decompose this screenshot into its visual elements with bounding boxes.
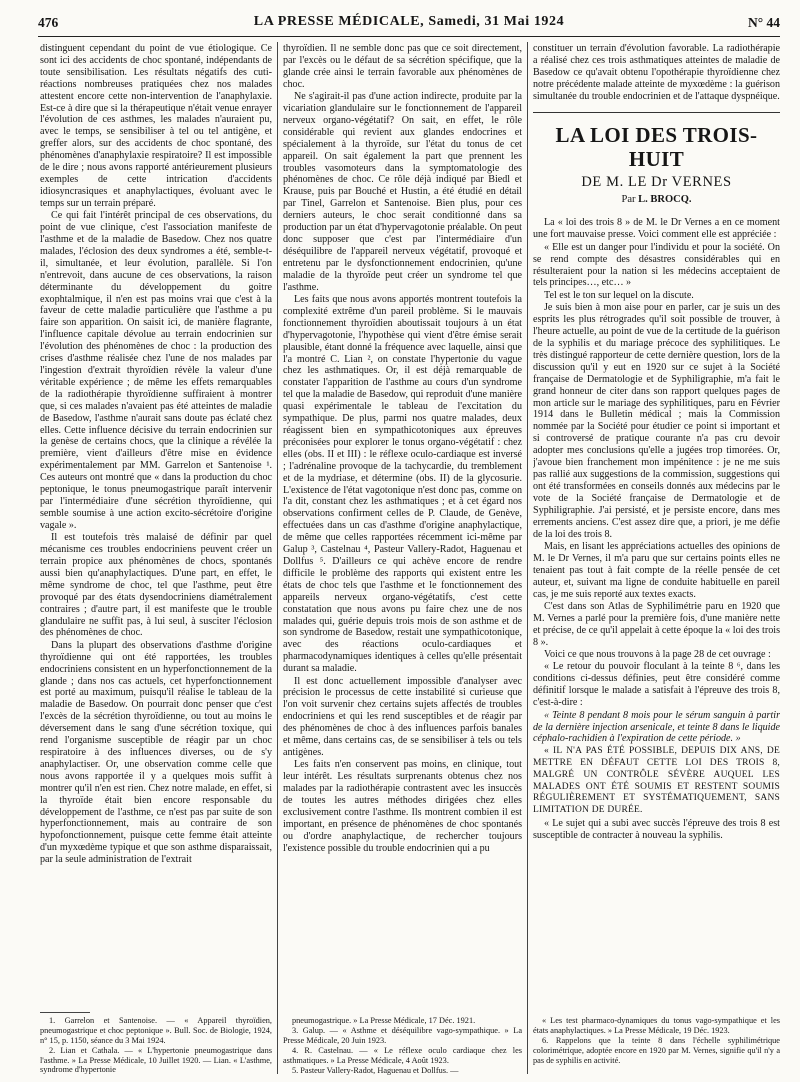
footnote: 1. Garrelon et Santenoise. — « Appareil thyroïdien, pneumogastrique et choc peptonique ». Bull. Soc. de Biologie, 1924, n° 15, p. 1150, séance du 3 Mai 1924. <box>40 1016 272 1045</box>
footnote: 3. Galup. — « Asthme et déséquilibre vago-sympathique. » La Presse Médicale, 20 Juin 1923. <box>283 1026 522 1046</box>
paragraph: Tel est le ton sur lequel on la discute. <box>544 289 694 301</box>
column-3 <box>533 43 780 1013</box>
paragraph: constituer un terrain d'évolution favorable. La radiothérapie a réalisé chez ces trois asthmatiques atteintes de maladie de Basedow ce qu'avait obtenu l'opothérapie thyroïdienne chez notre précédente malade atteinte de myxœdème : la guérison simultanée du trouble endocrinien et de l'attaque dyspnéique. <box>533 43 780 102</box>
footnotes-column-2 <box>283 1016 522 1076</box>
column-2 <box>283 43 522 1013</box>
issue-number: N° 44 <box>747 15 780 30</box>
article-byline <box>533 194 780 206</box>
journal-title: LA PRESSE MÉDICALE, Samedi, 31 Mai 1924 <box>253 14 565 29</box>
paragraph: Ne s'agirait-il pas d'une action indirecte, produite par la vicariation glandulaire sur le fonctionnement de l'appareil nerveux organo-végétatif? On sait, en effet, le rôle considérable qui revient aux glandes endocrines et spécialement à la thyroïde, sur l'état du tonus de cet appareil. On sait également la part que prennent les troubles vasomoteurs dans la symptomatologie des phénomènes de choc. Ce rôle déjà indiqué par Biedl et Krause, puis par Bouché et Hustin, a été étudié en détail par Tinel, Garrelon et Santenoise. Bien plus, pour ces derniers auteurs, le choc serait conditionné dans sa production par un état d'hypervagotonie préalable. On peut donc supposer que c'est par l'intermédiaire d'un déséquilibre de l'appareil nerveux végétatif, provoqué et entretenu par le dysfonctionnement endocrinien, qu'une maladie de la thyroïde peut créer un syndrome tel que l'asthme. <box>283 91 522 293</box>
paragraph: thyroïdien. Il ne semble donc pas que ce soit directement, par l'excès ou le défaut de sa sécrétion spécifique, que la glande crée ainsi le terrain favorable aux phénomènes de choc. <box>283 43 522 90</box>
quotation: « Le sujet qui a subi avec succès l'épreuve des trois 8 est susceptible de contracter à nouveau la syphilis. <box>533 817 780 841</box>
footnote: pneumogastrique. » La Presse Médicale, 17 Déc. 1921. <box>292 1016 476 1025</box>
paragraph: C'est dans son Atlas de Syphilimétrie paru en 1920 que M. Vernes a parlé pour la première fois, d'une manière nette et précise, de ce qu'il appelait à cette époque la « loi des trois 8 ». <box>533 600 780 648</box>
paragraph: Dans la plupart des observations d'asthme d'origine thyroïdienne qui ont été rapportées, les troubles endocriniens consistent en un hyperfonctionnement de la glande ; dans nos cas actuels, cet hyperfonctionnement est porté au maximum, puisqu'il réalise le tableau de la maladie de Basedow. On pourrait donc penser que c'est l'excès de la sécrétion thyroïdienne, ou tout au moins le déversement dans le sang d'une sécrétion toxique, qui rend l'organisme susceptible de réagir par un choc respiratoire à des influences diverses, ou de s'y anaphylactiser. Or, une observation comme celle que nous avons rapportée il y a quelques mois suffit à montrer qu'il n'en est rien. Chez notre malade, en effet, si la thyroïde était bien encore responsable du développement de l'asthme, ce n'est pas par suite de son hyperfonctionnement, mais au contraire de son hypofonctionnement, puisque cette femme était atteinte d'un myxœdème typique et que son asthme disparaissait, par la seule administration de l'extrait <box>40 639 272 866</box>
column-divider <box>527 42 528 1074</box>
paragraph: Mais, en lisant les appréciations actuelles des opinions de M. le Dr Vernes, il m'a paru que sur certains points elles ne tenaient pas tout à fait compte de la réelle pensée de cet auteur, et, suivant ma ligne de conduite habituelle en pareil cas, je me suis reporté aux textes exacts. <box>533 540 780 600</box>
byline-prefix: Par <box>621 193 636 205</box>
footnote-rule <box>40 1012 90 1013</box>
paragraph: Voici ce que nous trouvons à la page 28 de cet ouvrage : <box>544 649 771 661</box>
quotation: « Teinte 8 pendant 8 mois pour le sérum sanguin à partir de la dernière injection arsenicale, et teinte 8 dans le liquide céphalo-rachidien à l'expiration de cette période. » <box>533 709 780 745</box>
header-rule <box>38 36 780 37</box>
article-title: LA LOI DES TROIS-HUIT <box>555 122 758 171</box>
footnote: « Les test pharmaco-dynamiques du tonus vago-sympathique et les états anaphylactiques. » La Presse Médicale, 19 Déc. 1923. <box>533 1016 780 1035</box>
paragraph: Ce qui fait l'intérêt principal de ces observations, du point de vue clinique, c'est l'association manifeste de l'asthme et de la maladie de Basedow. Chez nos quatre malades, l'éclosion des deux syndromes a été, semble-t-il, simultanée, et leur évolution, parallèle. Si l'on n'entrevoit, dans aucune de ces observations, la raison déterminante du développement du goitre exophtalmique, il n'en est pas moins vrai que c'est à la faveur de cette maladie particulière que l'asthme a pu faire son apparition. On saisit ici, de manière flagrante, l'influence capitale dévolue au terrain endocrinien sur l'évolution des phénomènes de choc : la production des crises d'asthme réalisée chez l'une de nos malades par l'ingestion d'extrait thyroïdien révèle la valeur d'une véritable expérience ; de même les effets remarquables de la radiothérapie thyroïdienne suffiraient à montrer que, si ces malades n'avaient pas été atteintes de maladie de Basedow, l'asthme n'aurait sans doute pas éclaté chez elles. Cette influence décisive du terrain endocrinien sur la genèse de certains chocs, que la clinique a révélée la première, vient d'ailleurs d'être mise en évidence expérimentalement par MM. Garrelon et Santenoise ¹. Ces auteurs ont montré que « dans la production du choc peptonique, le tonus pneumogastrique paraît intervenir par l'intermédiaire d'une sécrétion thyroïdienne, qui semble soumise à une action excito-sécrétoire d'origine vagale ». <box>40 210 272 531</box>
quotation-caps: « IL N'A PAS ÉTÉ POSSIBLE, DEPUIS DIX ANS, DE METTRE EN DÉFAUT CETTE LOI DES TROIS 8, MALGRÉ UN CONTRÔLE SÉVÈRE AUQUEL LES MALADES ONT ÉTÉ SOUMIS ET RESTENT SOUMIS RÉGULIÈREMENT ET SYSTÉMATIQUEMENT, SANS LIMITATION DE DURÉE. <box>533 745 780 816</box>
article-subtitle: DE M. LE Dr VERNES <box>581 173 732 190</box>
quotation: « Elle est un danger pour l'individu et pour la société. On se rend compte des désastres considérables qui en résulteraient pour la nation si les médecins acceptaient de tels principes…, etc… » <box>533 241 780 289</box>
footnote: 4. R. Castelnau. — « Le réflexe oculo cardiaque chez les asthmatiques. » La Presse Médicale, 4 Août 1923. <box>283 1046 522 1066</box>
page-number: 476 <box>38 15 59 30</box>
paragraph: Les faits n'en conservent pas moins, en clinique, tout leur intérêt. Les résultats surprenants obtenus chez nos malades par la radiothérapie contrastent avec les insuccès de toutes les autres méthodes dirigées chez elles exclusivement contre l'asthme. Ils montrent combien il est important, en présence de phénomènes de choc spontanés ou d'ordre anaphylactique, de rechercher toujours l'existence possible du trouble endocrinien qui a pu <box>283 759 522 854</box>
paragraph: La « loi des trois 8 » de M. le Dr Vernes a en ce moment une fort mauvaise presse. Voici comment elle est appréciée : <box>533 217 780 241</box>
footnote: 2. Lian et Cathala. — « L'hypertonie pneumogastrique dans l'asthme. » La Presse Médicale, 10 Juillet 1920. — Lian. « L'asthme, syndrome d'hypertonie <box>40 1045 272 1075</box>
article-separator <box>533 112 780 113</box>
column-1 <box>40 43 272 1013</box>
footnotes-column-3 <box>533 1016 780 1076</box>
footnote: 6. Rappelons que la teinte 8 dans l'échelle syphilimétrique colorimétrique, adoptée encore en 1920 par M. Vernes, signifie qu'il n'y a pas de syphilis en activité. <box>533 1036 780 1065</box>
paragraph: distinguent cependant du point de vue étiologique. Ce sont ici des accidents de choc spontané, indépendants de toute sensibilisation. Les résultats négatifs des cuti-réactions nombreuses pratiquées chez nos malades attestent encore cette non-intervention de l'anaphylaxie. Est-ce à dire que si la thérapeutique n'était venue enrayer l'évolution de ces asthmes, les malades n'auraient pu, avec le temps, se sensibiliser à tel ou tel antigène, et greffer alors, sur des accidents de choc spontané, des phénomènes d'anaphylaxie respiratoire? Il est impossible de le dire ; nous avons rapporté antérieurement plusieurs exemples de cette intrication d'accidents idiosyncrasiques et anaphylactiques, évoluant avec le temps sur un terrain préparé. <box>40 43 272 209</box>
footnote: 5. Pasteur Vallery-Radot, Haguenau et Dollfus. — <box>292 1066 459 1076</box>
paragraph: Il est donc actuellement impossible d'analyser avec précision le processus de cette instabilité si curieuse que l'on voit survenir chez certains sujets affectés de troubles endocriniens et qui les rend susceptibles et de réagir par des phénomènes de choc à des influences parfois banales et même, dans certains cas, de se sensibiliser à tels ou tels antigènes. <box>283 675 522 758</box>
paragraph: Je suis bien à mon aise pour en parler, car je suis un des esprits les plus rétrogrades qu'il soit possible de trouver, à l'heure actuelle, au point de vue de la certitude de la guérison de la syphilis et du mariage précoce des syphilitiques. Le très distingué rapporteur de cette dernière question, lors de la discussion qu'il y eut en 1920 sur ce sujet à la Société française de Dermatologie et de Syphiligraphie, m'a fait le grand honneur de citer dans son rapport quelques pages de mon article sur le mariage des syphilitiques, paru en Février 1914 dans le Bulletin médical ; mais la Commission nommée par la Société pour étudier ce point si important et si controversé de pratique courante n'a pas cru devoir adopter mes conclusions qu'elle a jugées trop timorées. Or, j'avoue bien franchement mon impénitence : je ne me suis pas rallié aux suggestions de la commission, suggestions qui ont été transformées en conseils donnés aux médecins par le vote de la Société française de Dermatologie et de Syphiligraphie. J'ai persisté, et je persiste encore, dans mes errements anciens. C'est assez dire que, a priori, je me défie de la loi des trois 8. <box>533 302 780 540</box>
page-header <box>38 12 780 34</box>
paragraph: Les faits que nous avons apportés montrent toutefois la complexité extrême d'un pareil problème. Si le mauvais fonctionnement thyroïdien aboutissait toujours à un état d'hypervagotonie, l'hypothèse qui vient d'être émise serait plausible, étant donné la fréquence avec laquelle, ainsi que l'a montré C. Lian ², on constate l'hypertonie du vague chez les asthmatiques. Or, il est déjà remarquable de constater l'apparition de l'asthme au cours d'un syndrome tel que la maladie de Basedow, qui reproduit d'une manière quasi expérimentale le tableau de l'excitation du sympathique. De plus, parmi nos quatre malades, deux réagissent bien en sympathicotoniques aux épreuves préconisées pour explorer le tonus organo-végétatif : chez elles (obs. II et III) : le réflexe oculo-cardiaque est inversé ; l'adrénaline provoque de la tachycardie, du tremblement et de la mydriase, et détermine (obs. II) de la glycosurie. L'existence de l'état vagotonique n'est donc pas, comme on l'a dit, constant chez les asthmatiques ; et à cet égard nos observations confirment celles de P. Claude, de Genève, effectuées dans un cas d'asthme d'origine anaphylactique, de même que celles rapportées récemment ici-même par Galup ³, Castelnau ⁴, Pasteur Vallery-Radot, Haguenau et Dollfus ⁵. D'ailleurs ce qui achève encore de rendre difficile le problème des rapports qui existent entre les états de choc tels que l'asthme et le fonctionnement des appareils nerveux organo-végétatifs, c'est cette constatation que nous avons pu faire chez une de nos malades qui, guérie depuis trois mois de son asthme et de son syndrome de Basedow, restait une sympathicotonique, avec des réactions oculo-cardiaques et pharmacodynamiques identiques à celles qu'elle présentait durant sa maladie. <box>283 294 522 675</box>
author-name: L. BROCQ. <box>638 193 692 205</box>
quotation: « Le retour du pouvoir floculant à la teinte 8 ⁶, dans les conditions ci-dessus définies, peut être considéré comme définitif lorsque le malade a satisfait à l'épreuve des trois 8, c'est-à-dire : <box>533 661 780 709</box>
footnotes-column-1 <box>40 1016 272 1076</box>
column-divider <box>277 42 278 1074</box>
paragraph: Il est toutefois très malaisé de définir par quel mécanisme ces troubles endocriniens peuvent créer un terrain propice aux phénomènes de chocs, spontanés aussi bien qu'anaphylactiques. D'une part, en effet, le même syndrome de choc, tel que l'asthme, peut être provoqué par des états dysendocriniens diamétralement contraires ; d'autre part, il est manifeste que le trouble glandulaire ne suffit pas, à lui seul, à susciter l'éclosion des phénomènes de choc. <box>40 532 272 639</box>
